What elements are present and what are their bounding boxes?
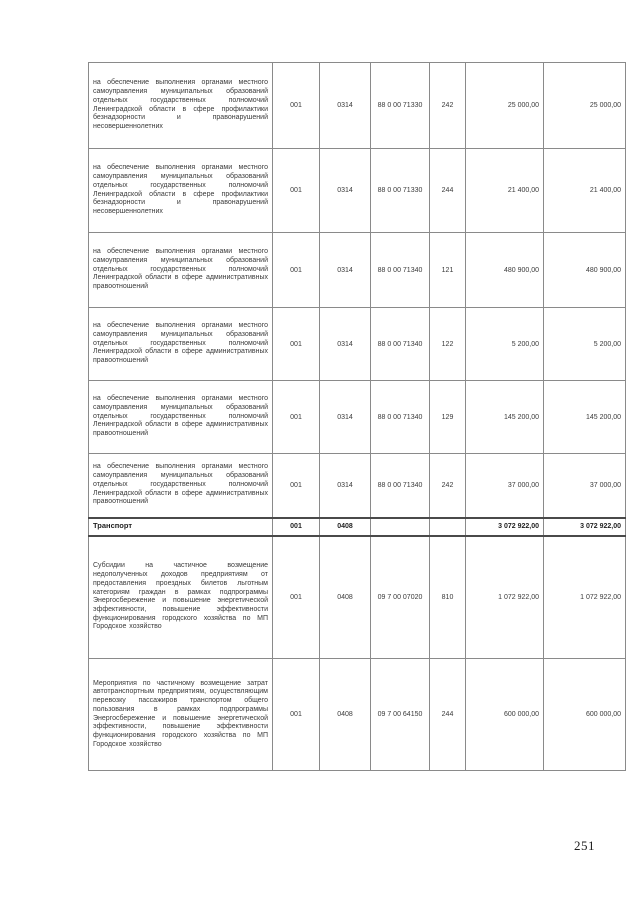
row-expense-type-code: 242 [430, 63, 466, 149]
table-row [89, 454, 626, 518]
row-description: на обеспечение выполнения органами местного самоуправления муниципальных образований отдельных государственных полномочий Ленинградской области в сфере административных правоотношений [89, 308, 273, 381]
row-description: на обеспечение выполнения органами местного самоуправления муниципальных образований отдельных государственных полномочий Ленинградской области в сфере профилактики безнадзорности и правонарушений несовершеннолетних [89, 149, 273, 233]
table-row [89, 233, 626, 308]
row-amount-2: 25 000,00 [544, 63, 626, 149]
row-amount-1: 3 072 922,00 [466, 518, 544, 536]
row-section-code: 0314 [320, 381, 371, 454]
row-expense-type-code: 129 [430, 381, 466, 454]
row-description: Транспорт [89, 518, 273, 536]
row-section-code: 0408 [320, 536, 371, 659]
table-row [89, 63, 626, 149]
row-csr-code: 09 7 00 07020 [371, 536, 430, 659]
row-description: на обеспечение выполнения органами местного самоуправления муниципальных образований отдельных государственных полномочий Ленинградской области в сфере административных правоотношений [89, 233, 273, 308]
row-grbs-code: 001 [273, 536, 320, 659]
row-amount-1: 145 200,00 [466, 381, 544, 454]
row-expense-type-code: 242 [430, 454, 466, 518]
row-csr-code: 88 0 00 71340 [371, 454, 430, 518]
row-expense-type-code: 810 [430, 536, 466, 659]
row-section-code: 0408 [320, 659, 371, 771]
row-section-code: 0314 [320, 454, 371, 518]
row-grbs-code: 001 [273, 308, 320, 381]
table-row-total-transport [89, 518, 626, 536]
row-csr-code [371, 518, 430, 536]
table-row [89, 536, 626, 659]
row-section-code: 0408 [320, 518, 371, 536]
row-section-code: 0314 [320, 308, 371, 381]
table-row [89, 149, 626, 233]
row-grbs-code: 001 [273, 659, 320, 771]
row-grbs-code: 001 [273, 233, 320, 308]
row-csr-code: 88 0 00 71330 [371, 149, 430, 233]
row-amount-1: 1 072 922,00 [466, 536, 544, 659]
row-csr-code: 88 0 00 71340 [371, 381, 430, 454]
row-amount-2: 600 000,00 [544, 659, 626, 771]
row-grbs-code: 001 [273, 381, 320, 454]
row-amount-1: 480 900,00 [466, 233, 544, 308]
row-description: Субсидии на частичное возмещение недополученных доходов предприятиям от предоставления проездных билетов льготным категориям граждан в рамках подпрограммы Энергосбережение и повышение энергетической эффективности, повышение эффективности функционирования городского хозяйства по МП Городское хозяйство [89, 536, 273, 659]
table-row [89, 659, 626, 771]
row-csr-code: 88 0 00 71330 [371, 63, 430, 149]
row-csr-code: 09 7 00 64150 [371, 659, 430, 771]
row-amount-2: 145 200,00 [544, 381, 626, 454]
table-row [89, 308, 626, 381]
table-row [89, 381, 626, 454]
row-expense-type-code: 244 [430, 149, 466, 233]
row-grbs-code: 001 [273, 454, 320, 518]
page-number: 251 [574, 838, 595, 853]
row-expense-type-code: 244 [430, 659, 466, 771]
row-description: Мероприятия по частичному возмещение затрат автотранспортным предприятиям, осуществляющим перевозку пассажиров транспортом общего пользования в рамках подпрограммы Энергосбережение и повышение энергетической эффективности, повышение эффективности функционирования городского хозяйства по МП Городское хозяйство [89, 659, 273, 771]
row-description: на обеспечение выполнения органами местного самоуправления муниципальных образований отдельных государственных полномочий Ленинградской области в сфере профилактики безнадзорности и правонарушений несовершеннолетних [89, 63, 273, 149]
row-amount-2: 1 072 922,00 [544, 536, 626, 659]
row-csr-code: 88 0 00 71340 [371, 233, 430, 308]
row-amount-2: 5 200,00 [544, 308, 626, 381]
row-amount-1: 37 000,00 [466, 454, 544, 518]
row-csr-code: 88 0 00 71340 [371, 308, 430, 381]
row-section-code: 0314 [320, 233, 371, 308]
row-amount-1: 25 000,00 [466, 63, 544, 149]
row-amount-1: 600 000,00 [466, 659, 544, 771]
row-expense-type-code [430, 518, 466, 536]
row-expense-type-code: 122 [430, 308, 466, 381]
row-grbs-code: 001 [273, 63, 320, 149]
budget-table [88, 62, 626, 771]
row-amount-1: 21 400,00 [466, 149, 544, 233]
row-description: на обеспечение выполнения органами местного самоуправления муниципальных образований отдельных государственных полномочий Ленинградской области в сфере административных правоотношений [89, 381, 273, 454]
row-grbs-code: 001 [273, 149, 320, 233]
row-amount-1: 5 200,00 [466, 308, 544, 381]
row-section-code: 0314 [320, 63, 371, 149]
row-amount-2: 37 000,00 [544, 454, 626, 518]
row-amount-2: 3 072 922,00 [544, 518, 626, 536]
row-amount-2: 480 900,00 [544, 233, 626, 308]
row-description: на обеспечение выполнения органами местного самоуправления муниципальных образований отдельных государственных полномочий Ленинградской области в сфере административных правоотношений [89, 454, 273, 518]
row-section-code: 0314 [320, 149, 371, 233]
row-expense-type-code: 121 [430, 233, 466, 308]
row-grbs-code: 001 [273, 518, 320, 536]
row-amount-2: 21 400,00 [544, 149, 626, 233]
